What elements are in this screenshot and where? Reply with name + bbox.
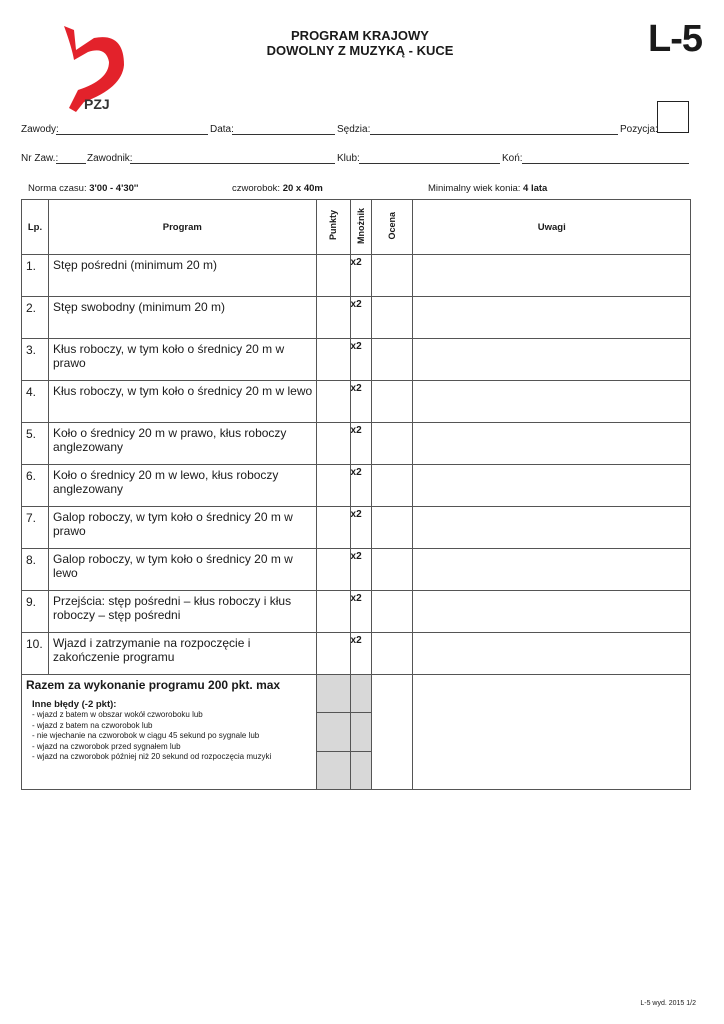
title-line-2: DOWOLNY Z MUZYKĄ - KUCE <box>266 43 454 58</box>
czworobok-value: 20 x 40m <box>282 183 323 194</box>
czworobok <box>232 183 323 194</box>
summary-cell <box>22 675 317 790</box>
table-row <box>22 591 691 633</box>
total-punkty[interactable] <box>316 751 350 789</box>
summary-ocena[interactable] <box>371 675 413 790</box>
row-lp: 1. <box>22 255 49 297</box>
footer-edition: L-5 wyd. 2015 1/2 <box>640 1000 696 1007</box>
table-row <box>22 381 691 423</box>
row-lp: 8. <box>22 549 49 591</box>
row-program: Stęp swobodny (minimum 20 m) <box>48 297 316 339</box>
zawodnik-label: Zawodnik: <box>87 153 133 164</box>
data-field[interactable] <box>232 134 335 135</box>
row-program: Koło o średnicy 20 m w lewo, kłus roboczy anglezowany <box>48 465 316 507</box>
row-mnoznik: x2 <box>350 423 371 465</box>
row-uwagi[interactable] <box>413 465 691 507</box>
pzj-logo <box>54 20 134 115</box>
errors-punkty[interactable] <box>316 713 350 751</box>
row-uwagi[interactable] <box>413 549 691 591</box>
table-row <box>22 255 691 297</box>
summary-mnoznik <box>350 675 371 713</box>
form-code: L-5 <box>648 18 702 60</box>
wiek-value: 4 lata <box>523 183 548 194</box>
table-row <box>22 507 691 549</box>
row-program: Galop roboczy, w tym koło o średnicy 20 m w prawo <box>48 507 316 549</box>
logo-text: PZJ <box>84 96 110 112</box>
row-lp: 5. <box>22 423 49 465</box>
title-line-1: PROGRAM KRAJOWY <box>291 28 429 43</box>
table-row <box>22 465 691 507</box>
row-ocena[interactable] <box>371 591 413 633</box>
row-punkty[interactable] <box>316 465 350 507</box>
zawodnik-field[interactable] <box>130 163 335 164</box>
norma-label: Norma czasu: <box>28 183 90 194</box>
row-punkty[interactable] <box>316 549 350 591</box>
row-punkty[interactable] <box>316 255 350 297</box>
summary-uwagi[interactable] <box>413 675 691 790</box>
row-ocena[interactable] <box>371 423 413 465</box>
row-punkty[interactable] <box>316 633 350 675</box>
row-program: Stęp pośredni (minimum 20 m) <box>48 255 316 297</box>
row-lp: 2. <box>22 297 49 339</box>
row-mnoznik: x2 <box>350 633 371 675</box>
minimalny-wiek <box>428 183 547 194</box>
klub-label: Klub: <box>337 153 360 164</box>
errors-mnoznik <box>350 713 371 751</box>
row-lp: 10. <box>22 633 49 675</box>
row-mnoznik: x2 <box>350 465 371 507</box>
row-lp: 7. <box>22 507 49 549</box>
row-ocena[interactable] <box>371 381 413 423</box>
header-mnoznik-text: Mnożnik <box>355 207 366 244</box>
zawody-label: Zawody: <box>21 124 59 135</box>
error-item: - wjazd z batem w obszar wokół czworoboku lub <box>32 710 203 719</box>
row-lp: 3. <box>22 339 49 381</box>
row-ocena[interactable] <box>371 297 413 339</box>
row-program: Wjazd i zatrzymanie na rozpoczęcie i zakończenie programu <box>48 633 316 675</box>
row-lp: 4. <box>22 381 49 423</box>
sedzia-label: Sędzia: <box>337 124 371 135</box>
row-mnoznik: x2 <box>350 507 371 549</box>
row-mnoznik: x2 <box>350 591 371 633</box>
wiek-label: Minimalny wiek konia: <box>428 183 524 194</box>
row-mnoznik: x2 <box>350 255 371 297</box>
header-mnoznik <box>350 200 371 255</box>
row-uwagi[interactable] <box>413 591 691 633</box>
summary-title: Razem za wykonanie programu 200 pkt. max <box>26 678 281 692</box>
row-ocena[interactable] <box>371 549 413 591</box>
table-row <box>22 633 691 675</box>
error-item: - nie wjechanie na czworobok w ciągu 45 sekund po sygnale lub <box>32 731 260 740</box>
row-punkty[interactable] <box>316 423 350 465</box>
summary-punkty[interactable] <box>316 675 350 713</box>
czworobok-label: czworobok: <box>232 183 283 194</box>
table-row <box>22 297 691 339</box>
row-mnoznik: x2 <box>350 339 371 381</box>
error-item: - wjazd na czworobok później niż 20 sekund od rozpoczęcia muzyki <box>32 752 272 761</box>
row-punkty[interactable] <box>316 591 350 633</box>
row-uwagi[interactable] <box>413 381 691 423</box>
scoring-table <box>21 199 691 790</box>
row-program: Koło o średnicy 20 m w prawo, kłus roboczy anglezowany <box>48 423 316 465</box>
nr-zaw-label: Nr Zaw.: <box>21 153 59 164</box>
errors-title: Inne błędy (-2 pkt): <box>32 699 117 710</box>
row-mnoznik: x2 <box>350 381 371 423</box>
row-uwagi[interactable] <box>413 423 691 465</box>
error-item: - wjazd na czworobok przed sygnałem lub <box>32 741 181 751</box>
kon-label: Koń: <box>502 153 523 164</box>
row-uwagi[interactable] <box>413 297 691 339</box>
pozycja-label: Pozycja: <box>620 124 658 135</box>
header-ocena-text: Ocena <box>386 211 397 240</box>
row-uwagi[interactable] <box>413 507 691 549</box>
row-ocena[interactable] <box>371 255 413 297</box>
row-punkty[interactable] <box>316 297 350 339</box>
row-punkty[interactable] <box>316 339 350 381</box>
zawody-field[interactable] <box>56 134 208 135</box>
row-ocena[interactable] <box>371 633 413 675</box>
row-punkty[interactable] <box>316 507 350 549</box>
pozycja-box[interactable] <box>657 101 689 133</box>
kon-field[interactable] <box>522 163 689 164</box>
errors-list <box>22 710 316 763</box>
header-lp: Lp. <box>22 200 49 255</box>
row-punkty[interactable] <box>316 381 350 423</box>
row-mnoznik: x2 <box>350 297 371 339</box>
norma-czasu <box>28 183 138 194</box>
row-ocena[interactable] <box>371 465 413 507</box>
error-item: - wjazd z batem na czworobok lub <box>32 720 153 730</box>
row-lp: 9. <box>22 591 49 633</box>
sedzia-field[interactable] <box>370 134 618 135</box>
row-mnoznik: x2 <box>350 549 371 591</box>
row-uwagi[interactable] <box>413 633 691 675</box>
table-row <box>22 423 691 465</box>
header-punkty-text: Punkty <box>328 210 339 241</box>
header-ocena <box>371 200 413 255</box>
nr-zaw-field[interactable] <box>56 163 86 164</box>
row-ocena[interactable] <box>371 507 413 549</box>
header-uwagi: Uwagi <box>413 200 691 255</box>
row-program: Kłus roboczy, w tym koło o średnicy 20 m w lewo <box>48 381 316 423</box>
total-mnoznik <box>350 751 371 789</box>
row-ocena[interactable] <box>371 339 413 381</box>
klub-field[interactable] <box>359 163 500 164</box>
header-punkty <box>316 200 350 255</box>
page-title <box>220 28 500 58</box>
row-lp: 6. <box>22 465 49 507</box>
row-uwagi[interactable] <box>413 339 691 381</box>
row-program: Galop roboczy, w tym koło o średnicy 20 m w lewo <box>48 549 316 591</box>
table-row <box>22 549 691 591</box>
norma-value: 3'00 - 4'30'' <box>89 183 139 194</box>
header-program: Program <box>48 200 316 255</box>
table-row <box>22 339 691 381</box>
data-label: Data: <box>210 124 234 135</box>
row-program: Przejścia: stęp pośredni – kłus roboczy i kłus roboczy – stęp pośredni <box>48 591 316 633</box>
row-uwagi[interactable] <box>413 255 691 297</box>
row-program: Kłus roboczy, w tym koło o średnicy 20 m w prawo <box>48 339 316 381</box>
